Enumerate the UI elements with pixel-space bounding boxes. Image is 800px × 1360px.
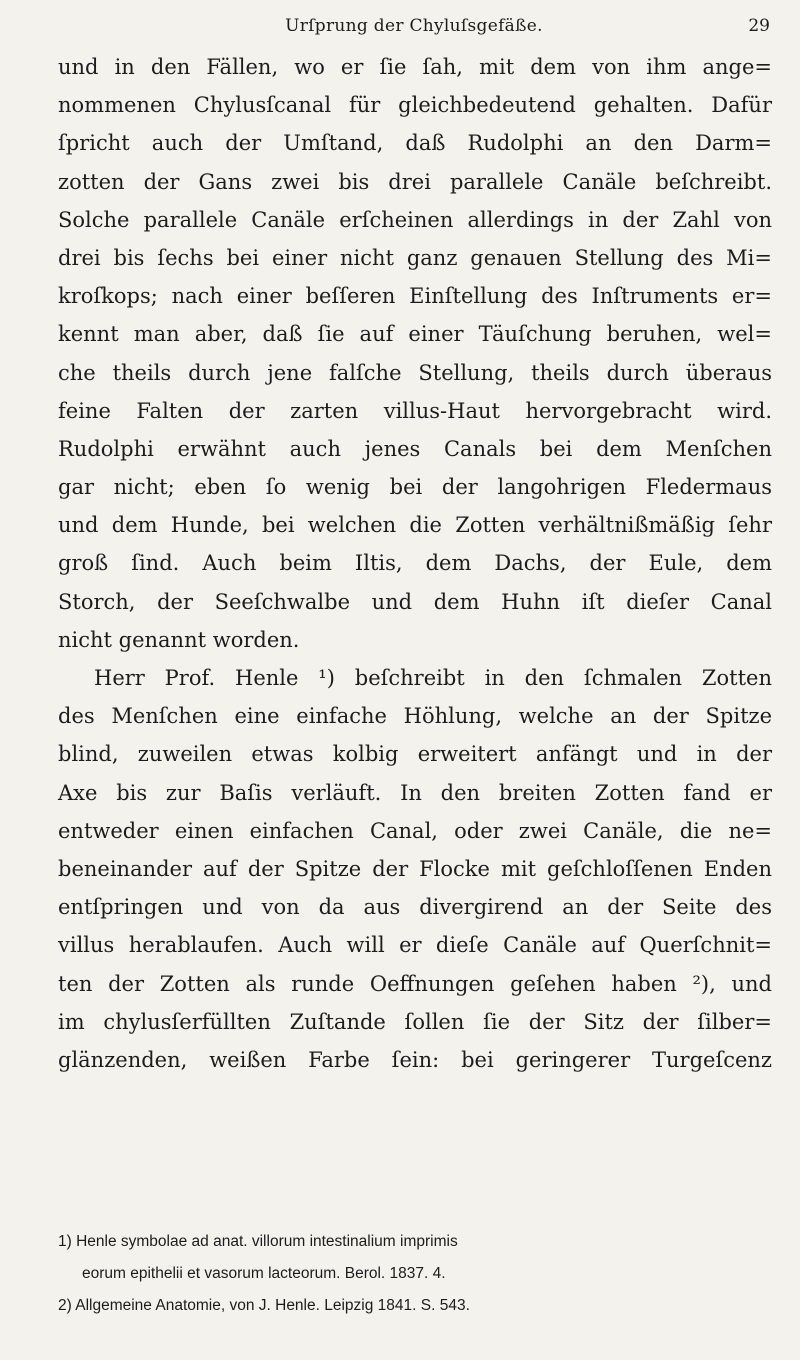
text-line: des Menſchen eine einfache Höhlung, welche an der Spitze: [58, 704, 772, 729]
text-line: Solche parallele Canäle erſcheinen allerdings in der Zahl von: [58, 207, 772, 232]
text-line: entſpringen und von da aus divergirend an der Seite des: [58, 895, 772, 920]
text-line: ten der Zotten als runde Oeffnungen geſehen haben ²), und: [58, 971, 772, 996]
text-line: kroſkops; nach einer beſſeren Einſtellung des Inſtruments er=: [58, 284, 772, 309]
page-number: 29: [748, 16, 770, 36]
body-text: [58, 48, 772, 1079]
footnote-1: 1) Henle symbolae ad anat. villorum intestinalium imprimis: [58, 1233, 458, 1250]
text-line: Storch, der Seeſchwalbe und dem Huhn iſt dieſer Canal: [58, 589, 772, 614]
running-head: [58, 10, 770, 40]
text-line: feine Falten der zarten villus-Haut hervorgebracht wird.: [58, 398, 772, 423]
text-line: und in den Fällen, wo er ſie ſah, mit dem von ihm ange=: [58, 55, 772, 79]
text-line: groß ſind. Auch beim Iltis, dem Dachs, der Eule, dem: [58, 551, 772, 576]
text-line: glänzenden, weißen Farbe ſein: bei geringerer Turgeſcenz: [58, 1047, 772, 1072]
text-line: kennt man aber, daß ſie auf einer Täuſchung beruhen, wel=: [58, 322, 772, 347]
footnote-2: 2) Allgemeine Anatomie, von J. Henle. Leipzig 1841. S. 543.: [58, 1297, 470, 1314]
text-line: drei bis ſechs bei einer nicht ganz genauen Stellung des Mi=: [58, 245, 772, 270]
text-line: villus herablaufen. Auch will er dieſe Canäle auf Querſchnit=: [58, 933, 772, 958]
text-line: zotten der Gans zwei bis drei parallele Canäle beſchreibt.: [58, 169, 772, 194]
text-line: nommenen Chylusſcanal für gleichbedeutend gehalten. Dafür: [58, 93, 772, 118]
text-line: ſpricht auch der Umſtand, daß Rudolphi an den Darm=: [58, 131, 772, 156]
text-line: im chylusſerfüllten Zuſtande ſollen ſie der Sitz der ſilber=: [58, 1009, 772, 1034]
text-line: Herr Prof. Henle ¹) beſchreibt in den ſchmalen Zotten: [94, 666, 772, 690]
text-line: und dem Hunde, bei welchen die Zotten verhältnißmäßig ſehr: [58, 513, 772, 538]
footnote-1-continued: eorum epithelii et vasorum lacteorum. Berol. 1837. 4.: [82, 1265, 446, 1282]
text-line: entweder einen einfachen Canal, oder zwei Canäle, die ne=: [58, 818, 772, 843]
text-line: blind, zuweilen etwas kolbig erweitert anfängt und in der: [58, 742, 772, 767]
text-line: Rudolphi erwähnt auch jenes Canals bei dem Menſchen: [58, 436, 772, 461]
footnotes: [58, 1226, 772, 1322]
text-line: che theils durch jene falſche Stellung, theils durch überaus: [58, 360, 772, 385]
text-line: beneinander auf der Spitze der Flocke mit geſchloſſenen Enden: [58, 856, 772, 881]
text-line: nicht genannt worden.: [58, 627, 300, 652]
text-line: gar nicht; eben ſo wenig bei der langohrigen Fledermaus: [58, 475, 772, 500]
running-title: Urſprung der Chyluſsgefäße.: [285, 16, 543, 36]
text-line: Axe bis zur Baſis verläuft. In den breiten Zotten fand er: [58, 780, 772, 805]
